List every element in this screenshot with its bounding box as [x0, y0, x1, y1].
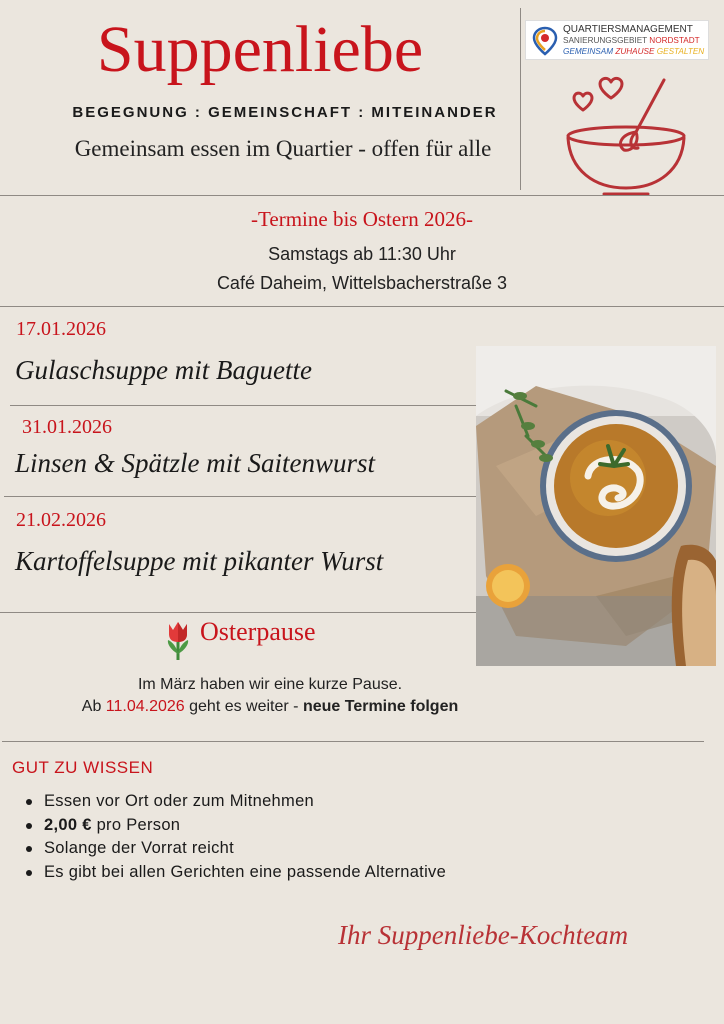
logo-line-3a: GEMEINSAM: [563, 47, 616, 56]
easter-break-text-2: [0, 698, 540, 716]
tulip-icon: [163, 620, 193, 662]
logo-line-3: [563, 47, 704, 56]
menu-date-1: 17.01.2026: [16, 318, 106, 340]
quartiersmanagement-logo: [525, 20, 709, 60]
list-item: [44, 790, 446, 814]
bowl-whisk-hearts-icon: [556, 70, 696, 196]
menu-divider-3: [0, 612, 476, 613]
fact-text: Solange der Vorrat reicht: [44, 839, 235, 857]
easter-new-dates: neue Termine folgen: [302, 698, 459, 715]
fact-text: Es gibt bei allen Gerichten eine passende Alternative: [44, 862, 447, 881]
schedule-location: Café Daheim, Wittelsbacherstraße 3: [216, 273, 508, 293]
menu-date-2: 31.01.2026: [22, 416, 112, 438]
facts-heading: GUT ZU WISSEN: [12, 758, 154, 777]
list-item: [44, 861, 446, 885]
logo-line-3c: GESTALTEN: [656, 47, 705, 56]
fact-bold: 2,00 €: [44, 815, 92, 834]
easter-prefix: Ab: [81, 698, 106, 715]
logo-line-1: QUARTIERSMANAGEMENT: [563, 24, 693, 35]
easter-restart-date: 11.04.2026: [105, 698, 185, 715]
menu-divider-2: [4, 496, 476, 497]
menu-dish-1: Gulaschsuppe mit Baguette: [15, 355, 312, 385]
fact-text: Essen vor Ort oder zum Mitnehmen: [44, 792, 315, 810]
list-item: [44, 837, 446, 861]
list-item: [44, 814, 446, 838]
facts-list: [44, 790, 446, 884]
schedule-divider: [0, 306, 724, 307]
easter-break-text-1: Im März haben wir eine kurze Pause.: [137, 676, 403, 693]
menu-date-3: 21.02.2026: [16, 509, 106, 531]
logo-line-2a: SANIERUNGSGEBIET: [563, 36, 650, 45]
menu-divider-1: [10, 405, 476, 406]
soup-photo: [476, 346, 716, 666]
schedule-time: Samstags ab 11:30 Uhr: [268, 244, 456, 264]
fact-text: pro Person: [91, 815, 181, 834]
location-pin-icon: [531, 26, 559, 56]
header-divider: [0, 195, 724, 196]
logo-line-3b: ZUHAUSE: [615, 47, 657, 56]
header-vertical-divider: [520, 8, 521, 190]
menu-dish-2: Linsen & Spätzle mit Saitenwurst: [15, 448, 376, 478]
logo-line-2: [563, 36, 700, 45]
tagline: BEGEGNUNG : GEMEINSCHAFT : MITEINANDER: [72, 104, 498, 121]
easter-mid: geht es weiter -: [184, 698, 303, 715]
logo-line-2b: NORDSTADT: [649, 36, 700, 45]
facts-divider: [2, 741, 704, 742]
subtitle: Gemeinsam essen im Quartier - offen für alle: [74, 136, 492, 161]
signature: Ihr Suppenliebe-Kochteam: [338, 920, 629, 950]
page-title: Suppenliebe: [96, 13, 424, 86]
easter-break-title: Osterpause: [200, 617, 316, 646]
schedule-heading: -Termine bis Ostern 2026-: [251, 207, 473, 231]
menu-dish-3: Kartoffelsuppe mit pikanter Wurst: [15, 546, 384, 576]
